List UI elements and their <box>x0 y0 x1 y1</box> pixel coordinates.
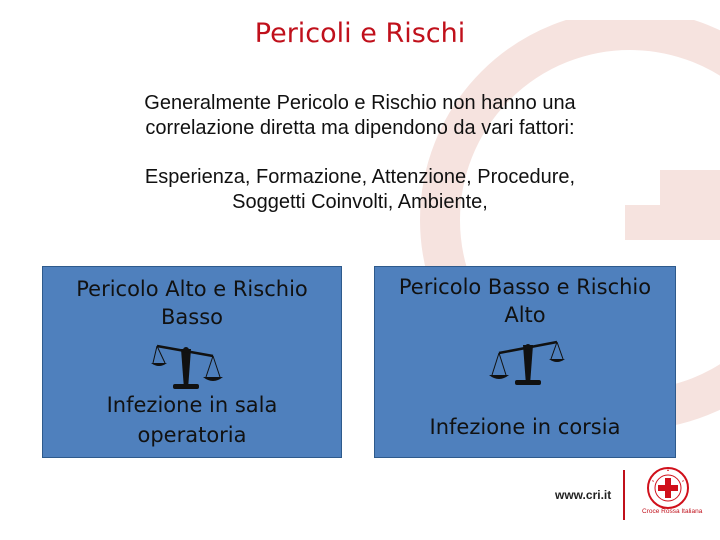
box-example-line-1: Infezione in corsia <box>429 415 621 439</box>
low-hazard-high-risk-box <box>374 266 676 458</box>
box-title-line-2: Alto <box>504 303 546 327</box>
intro-line-1: Generalmente Pericolo e Rischio non hanno una <box>144 92 576 114</box>
high-hazard-low-risk-box <box>42 266 342 458</box>
box-example-line-2: operatoria <box>137 423 247 447</box>
box-title-line-1: Pericolo Alto e Rischio <box>76 277 308 301</box>
box-example-line-1: Infezione in sala <box>106 393 278 417</box>
footer-divider <box>623 470 625 520</box>
page-title: Pericoli e Rischi <box>254 18 466 49</box>
factors-text <box>60 165 660 215</box>
balance-scale-icon <box>489 337 569 387</box>
box-title <box>43 275 341 331</box>
factors-line-2: Soggetti Coinvolti, Ambiente, <box>232 191 488 213</box>
website-link[interactable]: www.cri.it <box>555 488 612 502</box>
intro-text <box>60 91 660 141</box>
box-title-line-2: Basso <box>160 305 223 329</box>
balance-scale-icon <box>151 341 231 391</box>
box-example <box>43 390 341 450</box>
factors-line-1: Esperienza, Formazione, Attenzione, Procedure, <box>144 166 576 188</box>
red-cross-logo <box>646 466 690 510</box>
box-title-line-1: Pericolo Basso e Rischio <box>398 275 652 299</box>
box-example <box>375 412 675 442</box>
org-name: Croce Rossa Italiana <box>642 508 703 515</box>
intro-line-2: correlazione diretta ma dipendono da vari fattori: <box>145 117 575 139</box>
box-title <box>375 273 675 329</box>
